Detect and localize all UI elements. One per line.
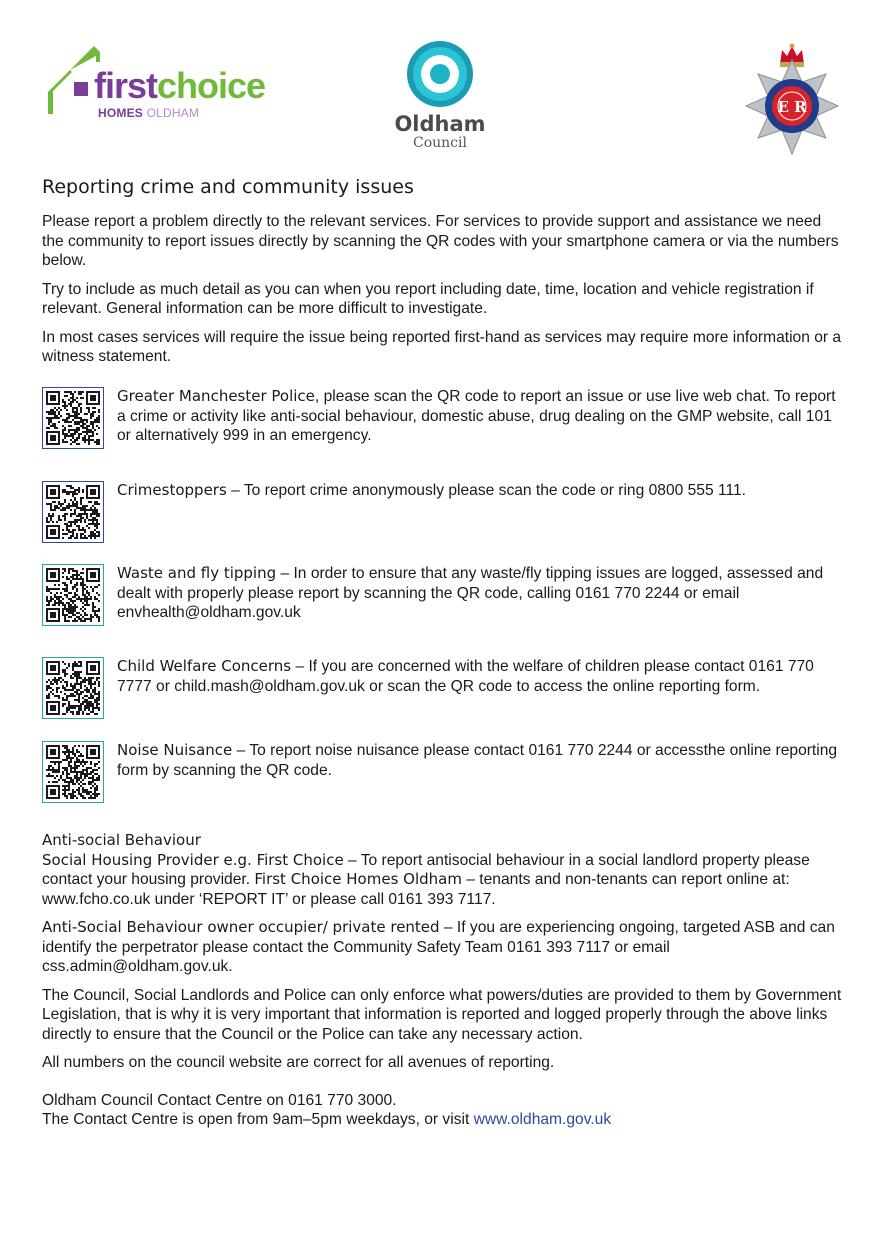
police-star-badge-icon (742, 40, 842, 158)
service-noise-text: Noise Nuisance – To report noise nuisance please contact 0161 770 2244 or accessthe online reporting form by scanning the QR code. (117, 741, 838, 779)
service-gmp-text: Greater Manchester Police, please scan the QR code to report an issue or use live web chat. To report a crime or activity like anti-social behaviour, domestic abuse, drug dealing on the GMP website, call 101 or alternatively 999 in an emergency. (117, 387, 836, 444)
intro-paragraph-2: Try to include as much detail as you can when you report including date, time, location and vehicle registration if relevant. General information can be more difficult to investigate. (42, 280, 814, 317)
service-waste-text: Waste and fly tipping – In order to ensure that any waste/fly tipping issues are logged, assessed and dealt with properly please report by scanning the QR code, calling 0161 770 2244 or email envhealth@oldham.gov.uk (117, 564, 824, 621)
gmp-cipher: E R (777, 98, 807, 116)
gmp-police-badge (742, 40, 842, 158)
contact-hours-line: The Contact Centre is open from 9am–5pm weekdays, or visit www.oldham.gov.uk (42, 1111, 612, 1128)
first-choice-homes-logo (44, 42, 266, 122)
oldham-roundel-icon (385, 40, 495, 112)
qr-code-icon (46, 391, 100, 445)
firstchoice-subtitle: HOMES OLDHAM (98, 106, 200, 120)
service-crimestoppers-text: Crimestoppers – To report crime anonymously please scan the code or ring 0800 555 111. (117, 481, 747, 499)
crimestoppers-qr-code[interactable] (42, 481, 104, 543)
numbers-note: All numbers on the council website are correct for all avenues of reporting. (42, 1054, 555, 1071)
qr-code-icon (46, 568, 100, 622)
firstchoice-wordmark: firstchoice (94, 65, 266, 106)
oldham-council-label: Council (413, 135, 467, 151)
page-title: Reporting crime and community issues (42, 176, 414, 198)
asb-section (42, 831, 842, 1130)
noise-qr-code[interactable] (42, 741, 104, 803)
document-body (42, 174, 842, 367)
intro-paragraph-1: Please report a problem directly to the relevant services. For services to provide support and assistance we need the community to report issues directly by scanning the QR codes with your smartphone camera or via the numbers below. (42, 213, 839, 269)
oldham-council-logo (385, 40, 495, 152)
waste-qr-code[interactable] (42, 564, 104, 626)
service-label: Child Welfare Concerns (117, 657, 292, 675)
asb-heading: Anti-social Behaviour (42, 831, 201, 849)
oldham-website-link[interactable]: www.oldham.gov.uk (473, 1111, 612, 1128)
service-label: Crimestoppers (117, 481, 227, 499)
service-label: Waste and fly tipping (117, 564, 277, 582)
qr-code-icon (46, 485, 100, 539)
oldham-name: Oldham (394, 112, 486, 136)
gmp-qr-code[interactable] (42, 387, 104, 449)
contact-centre-line: Oldham Council Contact Centre on 0161 770 3000. (42, 1091, 397, 1109)
asb-social-housing: Social Housing Provider e.g. First Choice – To report antisocial behaviour in a social landlord property please contact your housing provider. First Choice Homes Oldham – tenants and non-tenants can report online at: www.fcho.co.uk under ‘REPORT IT’ or please call 0161 393 7117. (42, 850, 810, 908)
service-label: Greater Manchester Police (117, 387, 315, 405)
qr-code-icon (46, 661, 100, 715)
qr-code-icon (46, 745, 100, 799)
legislation-paragraph: The Council, Social Landlords and Police can only enforce what powers/duties are provided to them by Government Legislation, that is why it is very important that information is reported and logged properly through the above links directly to ensure that the Council or the Police can take any necessary action. (42, 986, 842, 1043)
asb-private: Anti-Social Behaviour owner occupier/ private rented – If you are experiencing ongoing, targeted ASB and can identify the perpetrator please contact the Community Safety Team 0161 393 7117 or email css.admin@oldham.gov.uk. (42, 918, 835, 975)
child-welfare-qr-code[interactable] (42, 657, 104, 719)
intro-paragraph-3: In most cases services will require the issue being reported first-hand as services may require more information or a witness statement. (42, 328, 842, 365)
service-child-welfare-text: Child Welfare Concerns – If you are concerned with the welfare of children please contact 0161 770 7777 or child.mash@oldham.gov.uk or scan the QR code to access the online reporting form. (117, 657, 814, 695)
service-label: Noise Nuisance (117, 741, 233, 759)
header-logos (0, 0, 881, 165)
